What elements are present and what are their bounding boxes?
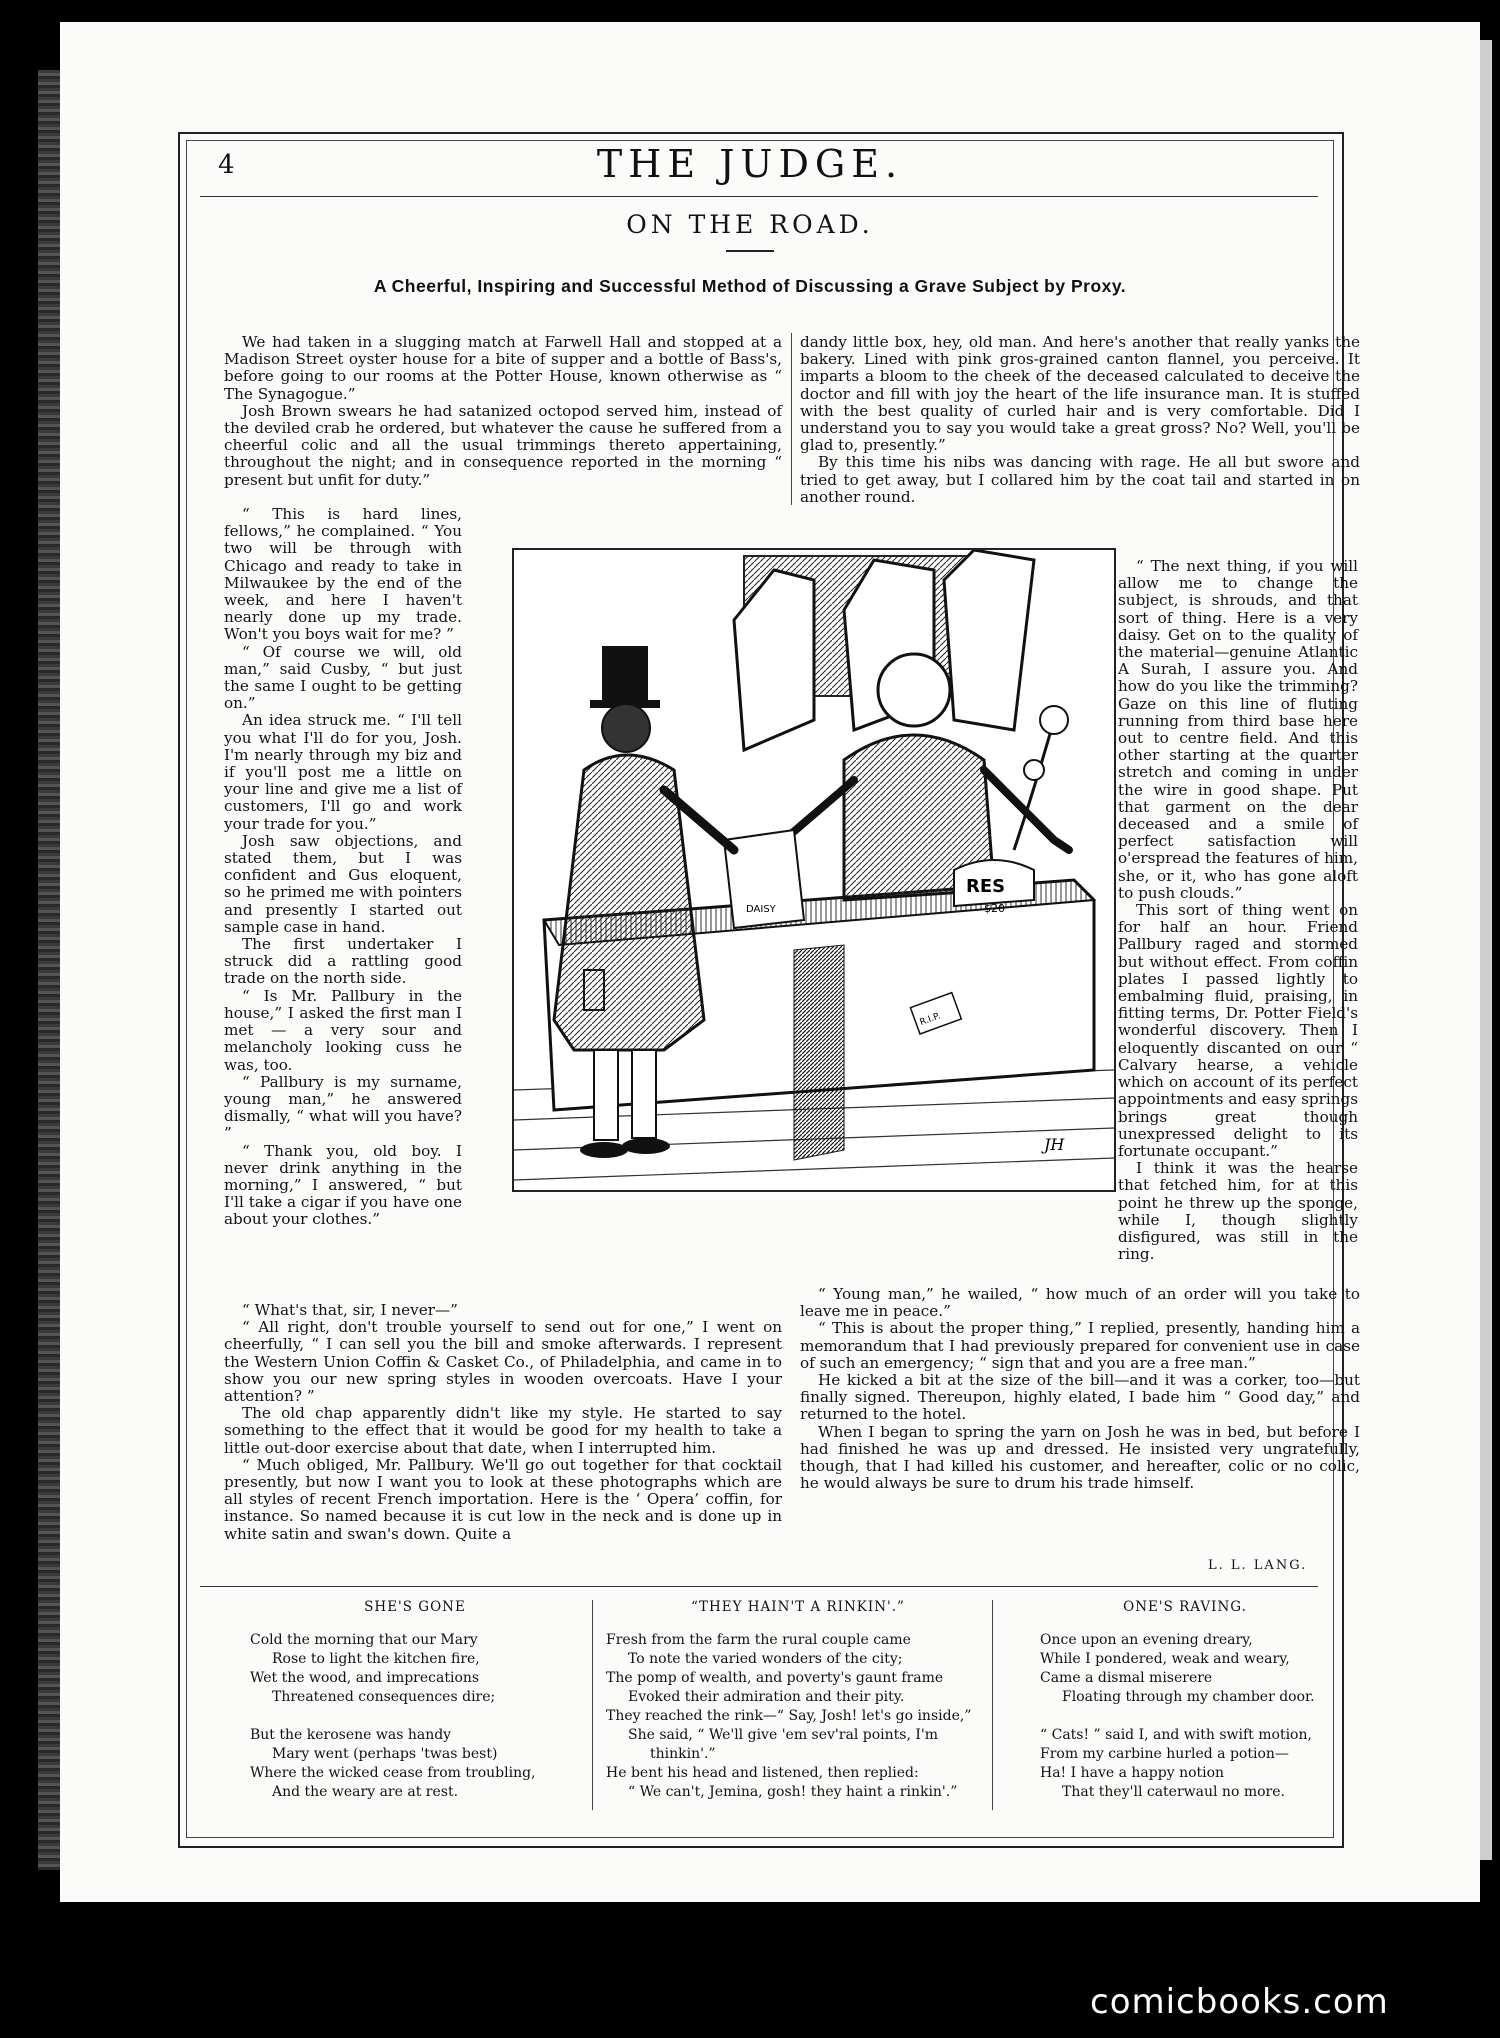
poem-line: thinkin'.” bbox=[650, 1746, 716, 1762]
title-rule bbox=[726, 250, 774, 252]
masthead-rule bbox=[200, 196, 1318, 197]
poem-line: He bent his head and listened, then replied: bbox=[606, 1765, 919, 1781]
wreath-sign: RES bbox=[966, 876, 1006, 897]
paragraph: The first undertaker I struck did a rattling good trade on the north side. bbox=[224, 935, 462, 988]
author-signature: L. L. LANG. bbox=[1208, 1558, 1308, 1573]
paragraph: I think it was the hearse that fetched him, for at this point he threw up the sponge, while I, though slightly disfigured, was still in the ring. bbox=[1118, 1159, 1358, 1264]
poem-line: But the kerosene was handy bbox=[250, 1727, 452, 1743]
column-narrow-left bbox=[224, 506, 462, 1229]
paragraph: He kicked a bit at the size of the bill—and it was a corker, too—but finally signed. Thereupon, highly elated, I bade him “ Good day,” and returned to the hotel. bbox=[800, 1371, 1360, 1424]
paragraph: By this time his nibs was dancing with rage. He all but swore and tried to get away, but I collared him by the coat tail and started in on another round. bbox=[800, 453, 1360, 506]
paragraph: An idea struck me. “ I'll tell you what I'll do for you, Josh. I'm nearly through my biz and if you'll post me a little on your line and give me a list of customers, I'll go and work your trade for you.” bbox=[224, 711, 462, 833]
paragraph: “ All right, don't trouble yourself to send out for one,” I went on cheerfully, “ I can sell you the bill and smoke afterwards. I represent the Western Union Coffin & Casket Co., of Philadelphia, and came in to show you our new spring styles in wooden overcoats. Have I your attention? ” bbox=[224, 1318, 782, 1406]
poem-line: Came a dismal miserere bbox=[1040, 1670, 1213, 1686]
poem-they-haint-a-rinkin bbox=[606, 1598, 990, 1802]
undertaker-head bbox=[878, 654, 950, 726]
paragraph: This sort of thing went on for half an hour. Friend Pallbury raged and stormed but without effect. From coffin plates I passed lightly to embalming fluid, praising, in fitting terms, Dr. Potter Field's wonderful discovery. Then I eloquently discanted on our “ Calvary hearse, a vehicle which on account of its perfect appointments and easy springs brings great though unexpressed delight to its fortunate occupant.” bbox=[1118, 901, 1358, 1160]
poem-line: Where the wicked cease from troubling, bbox=[250, 1765, 536, 1781]
paragraph: “ Pallbury is my surname, young man,” he answered dismally, “ what will you have? ” bbox=[224, 1072, 462, 1143]
site-watermark: comicbooks.com bbox=[1090, 1982, 1389, 2022]
poem-line: To note the varied wonders of the city; bbox=[628, 1651, 903, 1667]
paragraph: dandy little box, hey, old man. And here's another that really yanks the bakery. Lined with pink gros-grained canton flannel, you perceive. It imparts a bloom to the cheek of the deceased calculated to deceive the doctor and fill with joy the heart of the life insurance man. It is stuffed with the best quality of curled hair and is very comfortable. Did I understand you to say you would take a great gross? No? Well, you'll be glad to, presently.” bbox=[800, 333, 1360, 455]
poem-line: Cold the morning that our Mary bbox=[250, 1632, 478, 1648]
column-narrow-right bbox=[1118, 558, 1358, 1263]
poem-line: She said, “ We'll give 'em sev'ral points, I'm bbox=[628, 1727, 938, 1743]
illustration-drawing bbox=[514, 550, 1114, 1190]
poem-line: Fresh from the farm the rural couple came bbox=[606, 1632, 911, 1648]
poem-line: Ha! I have a happy notion bbox=[1040, 1765, 1225, 1781]
poem-line: The pomp of wealth, and poverty's gaunt frame bbox=[606, 1670, 944, 1686]
page-number: 4 bbox=[218, 150, 235, 180]
top-hat bbox=[602, 646, 648, 704]
poem-line: That they'll caterwaul no more. bbox=[1062, 1784, 1285, 1800]
poem-line: From my carbine hurled a potion— bbox=[1040, 1746, 1289, 1762]
poems-rule bbox=[200, 1586, 1318, 1587]
poem-line: “ Cats! ” said I, and with swift motion, bbox=[1040, 1727, 1312, 1743]
column-top-left bbox=[224, 334, 782, 489]
poem-divider bbox=[592, 1600, 593, 1810]
paragraph: “ Is Mr. Pallbury in the house,” I asked the first man I met — a very sour and melancholy looking cuss he was, too. bbox=[224, 986, 462, 1074]
poem-line: “ We can't, Jemina, gosh! they haint a rinkin'.” bbox=[628, 1784, 958, 1800]
paragraph: “ This is about the proper thing,” I replied, presently, handing him a memorandum that I had previously prepared for convenient use in case of such an emergency; “ sign that and you are a free man.” bbox=[800, 1319, 1360, 1372]
poem-line: They reached the rink—“ Say, Josh! let's go inside,” bbox=[606, 1708, 972, 1724]
poem-title: “THEY HAIN'T A RINKIN'.” bbox=[691, 1599, 905, 1615]
column-divider bbox=[791, 333, 792, 505]
illustration-undertaker-scene bbox=[512, 548, 1116, 1192]
poem-line: And the weary are at rest. bbox=[272, 1784, 459, 1800]
customer-head bbox=[602, 704, 650, 752]
paragraph: “ Of course we will, old man,” said Cusby, “ but just the same I ought to be getting on.” bbox=[224, 642, 462, 713]
poem-line: While I pondered, weak and weary, bbox=[1040, 1651, 1290, 1667]
poem-line: Wet the wood, and imprecations bbox=[250, 1670, 480, 1686]
section-title: ON THE ROAD. bbox=[626, 210, 874, 239]
stanza-break bbox=[1040, 1707, 1330, 1726]
paragraph: We had taken in a slugging match at Farwell Hall and stopped at a Madison Street oyster house for a bite of supper and a bottle of Bass's, before going to our rooms at the Potter House, known otherwise as “ The Synagogue.” bbox=[224, 333, 782, 403]
poem-ones-raving bbox=[1040, 1598, 1330, 1802]
poem-line: Threatened consequences dire; bbox=[272, 1689, 496, 1705]
price-tag: $20 bbox=[984, 902, 1005, 915]
poem-title: ONE'S RAVING. bbox=[1123, 1599, 1247, 1615]
poem-line: Mary went (perhaps 'twas best) bbox=[272, 1746, 498, 1762]
paragraph: “ Young man,” he wailed, “ how much of an order will you take to leave me in peace.” bbox=[800, 1285, 1360, 1321]
paragraph: “ What's that, sir, I never—” bbox=[242, 1301, 458, 1319]
poem-line: Floating through my chamber door. bbox=[1062, 1689, 1315, 1705]
paragraph: Josh Brown swears he had satanized octopod served him, instead of the deviled crab he ordered, but whatever the cause he suffered from a cheerful colic and all the usual trimmings thereto appertaining, throughout the night; and in consequence reported in the morning “ present but unfit for duty.” bbox=[224, 401, 782, 489]
card-label: R.I.P. bbox=[918, 1011, 942, 1028]
masthead: THE JUDGE. bbox=[596, 142, 904, 186]
article-subtitle: A Cheerful, Inspiring and Successful Method of Discussing a Grave Subject by Proxy. bbox=[373, 276, 1127, 296]
column-bottom-left bbox=[224, 1302, 782, 1543]
shroud bbox=[794, 945, 844, 1160]
poem-line: Evoked their admiration and their pity. bbox=[628, 1689, 905, 1705]
paragraph: “ This is hard lines, fellows,” he complained. “ You two will be through with Chicago and ready to take in Milwaukee by the end of the week, and here I haven't nearly done up my trade. Won't you boys wait for me? ” bbox=[224, 505, 462, 644]
poem-title: SHE'S GONE bbox=[364, 1599, 466, 1615]
poem-shes-gone bbox=[250, 1598, 580, 1802]
paragraph: “ The next thing, if you will allow me to change the subject, is shrouds, and that sort of thing. Here is a very daisy. Get on to the quality of the material—genuine Atlantic A Surah, I assure you. And how do you like the trimming? Gaze on this line of fluting running from third base here out to centre field. And this other starting at the quarter stretch and coming in under the wire in good shape. Put that garment on the dear deceased and a smile of perfect satisfaction will o'erspread the features of him, she, or it, who has gone aloft to push clouds.” bbox=[1118, 557, 1358, 902]
box-sign: DAISY bbox=[746, 904, 776, 915]
poem-divider bbox=[992, 1600, 993, 1810]
paragraph: Josh saw objections, and stated them, but I was confident and Gus eloquent, so he primed me with pointers and presently I started out sample case in hand. bbox=[224, 831, 462, 936]
paragraph: “ Thank you, old boy. I never drink anything in the morning,” I answered, “ but I'll take a cigar if you have one about your clothes.” bbox=[224, 1141, 462, 1229]
column-top-right bbox=[800, 334, 1360, 506]
artist-signature: JH bbox=[1044, 1135, 1065, 1154]
stanza-break bbox=[250, 1707, 580, 1726]
poem-line: Rose to light the kitchen fire, bbox=[272, 1651, 480, 1667]
column-bottom-right bbox=[800, 1286, 1360, 1492]
paragraph: The old chap apparently didn't like my style. He started to say something to the effect that it would be good for my health to take a little out-door exercise about that date, when I interrupted him. bbox=[224, 1404, 782, 1457]
poem-line: Once upon an evening dreary, bbox=[1040, 1632, 1253, 1648]
paragraph: When I began to spring the yarn on Josh he was in bed, but before I had finished he was up and dressed. He insisted very ungratefully, though, that I had killed his customer, and hereafter, colic or no colic, he would always be sure to drum his trade himself. bbox=[800, 1422, 1360, 1493]
paragraph: “ Much obliged, Mr. Pallbury. We'll go out together for that cocktail presently, but now I want you to look at these photographs which are all styles of recent French importation. Here is the ‘ Opera’ coffin, for instance. So named because it is cut low in the neck and is done up in white satin and swan's down. Quite a bbox=[224, 1455, 782, 1543]
